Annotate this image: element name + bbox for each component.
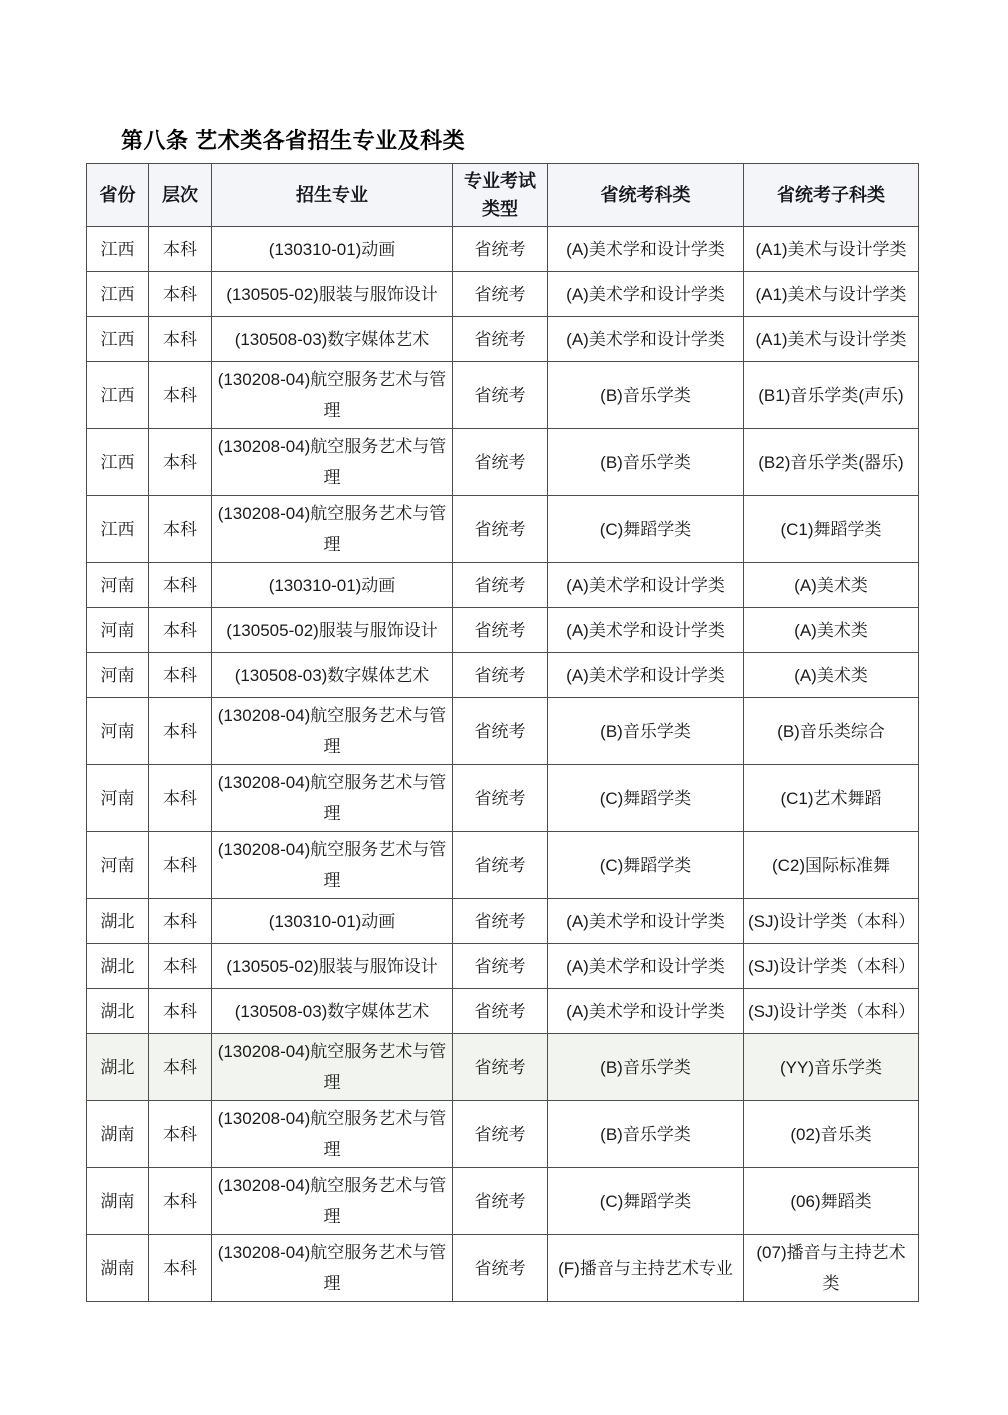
cell-province: 河南 xyxy=(87,653,149,698)
cell-exam-subcategory: (07)播音与主持艺术类 xyxy=(744,1235,919,1302)
column-header-exam-category: 省统考科类 xyxy=(548,164,744,227)
cell-exam-category: (A)美术学和设计学类 xyxy=(548,608,744,653)
cell-exam-type: 省统考 xyxy=(453,317,548,362)
cell-major: (130505-02)服装与服饰设计 xyxy=(212,272,453,317)
cell-exam-subcategory: (SJ)设计学类（本科） xyxy=(744,989,919,1034)
cell-exam-type: 省统考 xyxy=(453,227,548,272)
table-row xyxy=(87,608,919,653)
cell-exam-type: 省统考 xyxy=(453,1168,548,1235)
cell-exam-type: 省统考 xyxy=(453,1235,548,1302)
cell-exam-type: 省统考 xyxy=(453,1034,548,1101)
cell-exam-subcategory: (B1)音乐学类(声乐) xyxy=(744,362,919,429)
table-row xyxy=(87,317,919,362)
cell-exam-subcategory: (A)美术类 xyxy=(744,653,919,698)
cell-province: 湖北 xyxy=(87,899,149,944)
cell-level: 本科 xyxy=(149,765,212,832)
cell-major: (130208-04)航空服务艺术与管理 xyxy=(212,832,453,899)
cell-level: 本科 xyxy=(149,1235,212,1302)
table-row xyxy=(87,698,919,765)
table-row xyxy=(87,653,919,698)
cell-exam-type: 省统考 xyxy=(453,429,548,496)
cell-province: 江西 xyxy=(87,317,149,362)
header-row xyxy=(87,164,919,227)
cell-exam-category: (B)音乐学类 xyxy=(548,1034,744,1101)
cell-level: 本科 xyxy=(149,698,212,765)
cell-province: 江西 xyxy=(87,496,149,563)
table-row xyxy=(87,272,919,317)
cell-exam-subcategory: (A1)美术与设计学类 xyxy=(744,272,919,317)
cell-exam-type: 省统考 xyxy=(453,362,548,429)
table-row xyxy=(87,563,919,608)
cell-exam-category: (A)美术学和设计学类 xyxy=(548,227,744,272)
table-row xyxy=(87,362,919,429)
cell-major: (130208-04)航空服务艺术与管理 xyxy=(212,1101,453,1168)
cell-exam-subcategory: (C1)舞蹈学类 xyxy=(744,496,919,563)
cell-exam-category: (B)音乐学类 xyxy=(548,698,744,765)
cell-level: 本科 xyxy=(149,317,212,362)
cell-level: 本科 xyxy=(149,1034,212,1101)
cell-major: (130208-04)航空服务艺术与管理 xyxy=(212,765,453,832)
cell-exam-category: (B)音乐学类 xyxy=(548,1101,744,1168)
cell-province: 河南 xyxy=(87,608,149,653)
cell-level: 本科 xyxy=(149,496,212,563)
cell-exam-subcategory: (YY)音乐学类 xyxy=(744,1034,919,1101)
table-row xyxy=(87,832,919,899)
cell-level: 本科 xyxy=(149,653,212,698)
cell-major: (130310-01)动画 xyxy=(212,563,453,608)
table-body xyxy=(87,227,919,1302)
cell-exam-type: 省统考 xyxy=(453,944,548,989)
cell-province: 江西 xyxy=(87,227,149,272)
cell-province: 河南 xyxy=(87,563,149,608)
cell-major: (130208-04)航空服务艺术与管理 xyxy=(212,429,453,496)
cell-province: 江西 xyxy=(87,362,149,429)
cell-exam-subcategory: (A1)美术与设计学类 xyxy=(744,227,919,272)
cell-province: 湖北 xyxy=(87,944,149,989)
table-row xyxy=(87,429,919,496)
cell-province: 湖南 xyxy=(87,1101,149,1168)
cell-exam-subcategory: (C2)国际标准舞 xyxy=(744,832,919,899)
cell-exam-subcategory: (02)音乐类 xyxy=(744,1101,919,1168)
cell-major: (130208-04)航空服务艺术与管理 xyxy=(212,1235,453,1302)
cell-major: (130310-01)动画 xyxy=(212,899,453,944)
cell-level: 本科 xyxy=(149,899,212,944)
cell-province: 湖北 xyxy=(87,989,149,1034)
cell-exam-category: (B)音乐学类 xyxy=(548,429,744,496)
column-header-exam-type: 专业考试类型 xyxy=(453,164,548,227)
cell-major: (130505-02)服装与服饰设计 xyxy=(212,608,453,653)
cell-level: 本科 xyxy=(149,362,212,429)
cell-major: (130208-04)航空服务艺术与管理 xyxy=(212,698,453,765)
cell-exam-type: 省统考 xyxy=(453,563,548,608)
table-row xyxy=(87,1101,919,1168)
cell-major: (130208-04)航空服务艺术与管理 xyxy=(212,362,453,429)
column-header-major: 招生专业 xyxy=(212,164,453,227)
cell-level: 本科 xyxy=(149,429,212,496)
cell-exam-category: (A)美术学和设计学类 xyxy=(548,272,744,317)
cell-major: (130208-04)航空服务艺术与管理 xyxy=(212,1034,453,1101)
cell-level: 本科 xyxy=(149,227,212,272)
cell-exam-type: 省统考 xyxy=(453,832,548,899)
table-row xyxy=(87,1235,919,1302)
cell-exam-category: (A)美术学和设计学类 xyxy=(548,944,744,989)
cell-exam-type: 省统考 xyxy=(453,698,548,765)
cell-exam-type: 省统考 xyxy=(453,1101,548,1168)
table-row xyxy=(87,1034,919,1101)
cell-province: 河南 xyxy=(87,698,149,765)
table-row xyxy=(87,899,919,944)
cell-province: 湖南 xyxy=(87,1235,149,1302)
cell-exam-category: (C)舞蹈学类 xyxy=(548,1168,744,1235)
cell-exam-category: (C)舞蹈学类 xyxy=(548,832,744,899)
cell-level: 本科 xyxy=(149,272,212,317)
admissions-table xyxy=(86,163,919,1302)
cell-exam-category: (B)音乐学类 xyxy=(548,362,744,429)
cell-exam-type: 省统考 xyxy=(453,608,548,653)
cell-level: 本科 xyxy=(149,989,212,1034)
cell-level: 本科 xyxy=(149,1101,212,1168)
cell-exam-subcategory: (SJ)设计学类（本科） xyxy=(744,899,919,944)
cell-province: 河南 xyxy=(87,832,149,899)
cell-exam-subcategory: (A1)美术与设计学类 xyxy=(744,317,919,362)
cell-exam-type: 省统考 xyxy=(453,496,548,563)
column-header-exam-subcategory: 省统考子科类 xyxy=(744,164,919,227)
cell-level: 本科 xyxy=(149,944,212,989)
cell-level: 本科 xyxy=(149,832,212,899)
table-row xyxy=(87,227,919,272)
cell-exam-subcategory: (06)舞蹈类 xyxy=(744,1168,919,1235)
cell-exam-type: 省统考 xyxy=(453,272,548,317)
table-row xyxy=(87,496,919,563)
cell-exam-type: 省统考 xyxy=(453,989,548,1034)
cell-exam-category: (C)舞蹈学类 xyxy=(548,765,744,832)
cell-exam-subcategory: (B)音乐类综合 xyxy=(744,698,919,765)
cell-exam-category: (A)美术学和设计学类 xyxy=(548,563,744,608)
cell-exam-category: (A)美术学和设计学类 xyxy=(548,317,744,362)
cell-province: 江西 xyxy=(87,272,149,317)
cell-exam-category: (A)美术学和设计学类 xyxy=(548,653,744,698)
cell-province: 湖南 xyxy=(87,1168,149,1235)
cell-province: 河南 xyxy=(87,765,149,832)
cell-exam-category: (A)美术学和设计学类 xyxy=(548,989,744,1034)
cell-level: 本科 xyxy=(149,563,212,608)
cell-exam-type: 省统考 xyxy=(453,653,548,698)
cell-exam-category: (C)舞蹈学类 xyxy=(548,496,744,563)
table-header xyxy=(87,164,919,227)
cell-exam-subcategory: (C1)艺术舞蹈 xyxy=(744,765,919,832)
table-row xyxy=(87,765,919,832)
column-header-province: 省份 xyxy=(87,164,149,227)
cell-exam-type: 省统考 xyxy=(453,899,548,944)
cell-major: (130310-01)动画 xyxy=(212,227,453,272)
cell-exam-subcategory: (A)美术类 xyxy=(744,563,919,608)
column-header-level: 层次 xyxy=(149,164,212,227)
cell-exam-category: (F)播音与主持艺术专业 xyxy=(548,1235,744,1302)
cell-exam-subcategory: (SJ)设计学类（本科） xyxy=(744,944,919,989)
table-row xyxy=(87,944,919,989)
cell-exam-type: 省统考 xyxy=(453,765,548,832)
cell-province: 江西 xyxy=(87,429,149,496)
cell-major: (130508-03)数字媒体艺术 xyxy=(212,989,453,1034)
cell-major: (130508-03)数字媒体艺术 xyxy=(212,317,453,362)
cell-province: 湖北 xyxy=(87,1034,149,1101)
section-title: 第八条 艺术类各省招生专业及科类 xyxy=(121,128,466,153)
cell-major: (130208-04)航空服务艺术与管理 xyxy=(212,1168,453,1235)
cell-major: (130508-03)数字媒体艺术 xyxy=(212,653,453,698)
cell-level: 本科 xyxy=(149,1168,212,1235)
cell-major: (130505-02)服装与服饰设计 xyxy=(212,944,453,989)
cell-level: 本科 xyxy=(149,608,212,653)
cell-exam-subcategory: (A)美术类 xyxy=(744,608,919,653)
table-row xyxy=(87,1168,919,1235)
cell-major: (130208-04)航空服务艺术与管理 xyxy=(212,496,453,563)
cell-exam-subcategory: (B2)音乐学类(器乐) xyxy=(744,429,919,496)
table-row xyxy=(87,989,919,1034)
cell-exam-category: (A)美术学和设计学类 xyxy=(548,899,744,944)
